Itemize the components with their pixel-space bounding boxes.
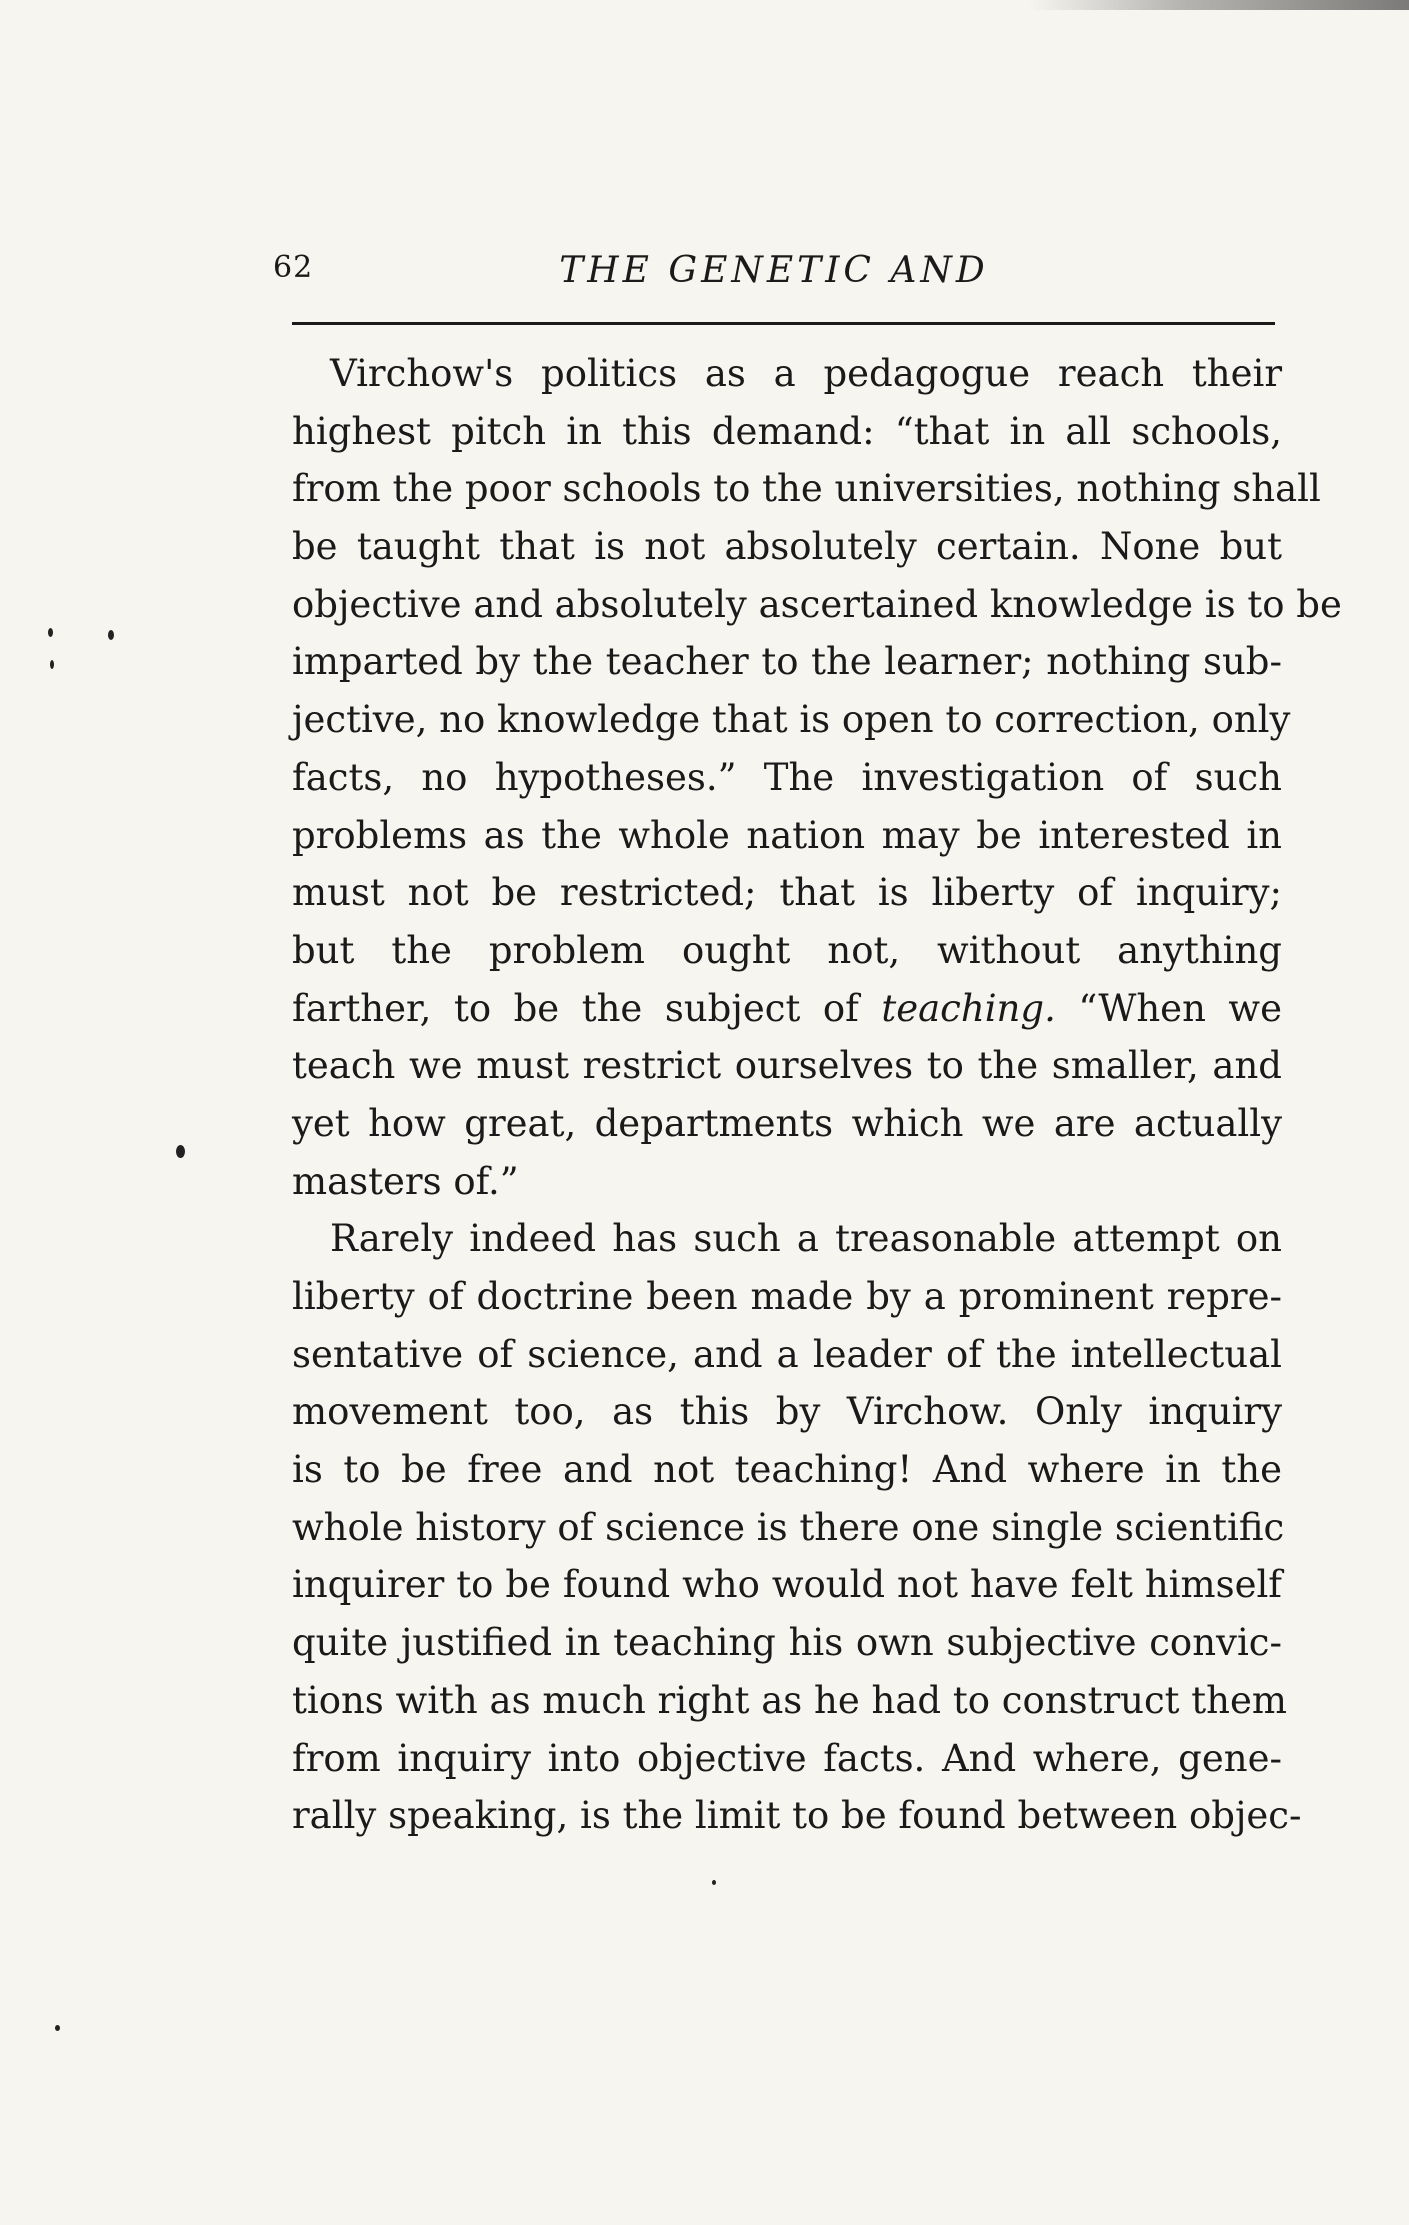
text-line: problems as the whole nation may be interested in — [292, 813, 1282, 857]
text-line: quite justified in teaching his own subjective convic- — [292, 1621, 1282, 1665]
text-line: from inquiry into objective facts. And where, gene- — [292, 1736, 1282, 1780]
page-header — [273, 250, 1275, 300]
text-line: objective and absolutely ascertained knowledge is to be — [292, 582, 1342, 626]
margin-speck — [50, 660, 54, 669]
text-line: Rarely indeed has such a treasonable attempt on — [330, 1217, 1282, 1261]
text-line: teach we must restrict ourselves to the smaller, and — [292, 1044, 1282, 1088]
text-line: yet how great, departments which we are actually — [292, 1101, 1282, 1145]
text-line: rally speaking, is the limit to be found between objec- — [292, 1794, 1302, 1838]
text-line: imparted by the teacher to the learner; nothing sub- — [292, 640, 1282, 684]
text-line: masters of.” — [292, 1159, 519, 1203]
text-line: from the poor schools to the universities, nothing shall — [292, 467, 1321, 511]
text-line: Virchow's politics as a pedagogue reach their — [330, 352, 1282, 395]
margin-speck — [48, 628, 53, 637]
text-line: be taught that is not absolutely certain. None but — [292, 525, 1282, 569]
text-line: must not be restricted; that is liberty of inquiry; — [292, 871, 1282, 915]
text-line: tions with as much right as he had to construct them — [292, 1678, 1287, 1722]
text-line: is to be free and not teaching! And where in the — [292, 1448, 1282, 1492]
text-line: facts, no hypotheses.” The investigation of such — [292, 755, 1282, 799]
body-text — [292, 345, 1342, 1845]
header-rule — [292, 322, 1275, 325]
page-number: 62 — [273, 250, 314, 285]
text-segment: farther, to be the subject of — [292, 986, 882, 1030]
text-segment: “When we — [1055, 986, 1282, 1030]
text-line: jective, no knowledge that is open to correction, only — [292, 698, 1291, 742]
margin-speck — [176, 1145, 185, 1158]
running-title: THE GENETIC AND — [559, 250, 989, 291]
text-line: liberty of doctrine been made by a prominent repre- — [292, 1275, 1282, 1318]
scan-edge-shadow — [1029, 0, 1409, 10]
text-line: inquirer to be found who would not have felt himself — [292, 1563, 1282, 1607]
text-line: but the problem ought not, without anything — [292, 928, 1282, 972]
text-line: sentative of science, and a leader of the intellectual — [292, 1332, 1282, 1376]
margin-speck — [108, 630, 114, 640]
text-line: whole history of science is there one single scientific — [292, 1505, 1285, 1549]
emphasized-word: teaching. — [881, 986, 1056, 1030]
text-line-with-emphasis — [292, 980, 1282, 1038]
text-line: movement too, as this by Virchow. Only inquiry — [292, 1390, 1282, 1434]
margin-speck — [55, 2025, 60, 2031]
margin-speck — [712, 1880, 716, 1885]
text-line: highest pitch in this demand: “that in all schools, — [292, 409, 1282, 453]
